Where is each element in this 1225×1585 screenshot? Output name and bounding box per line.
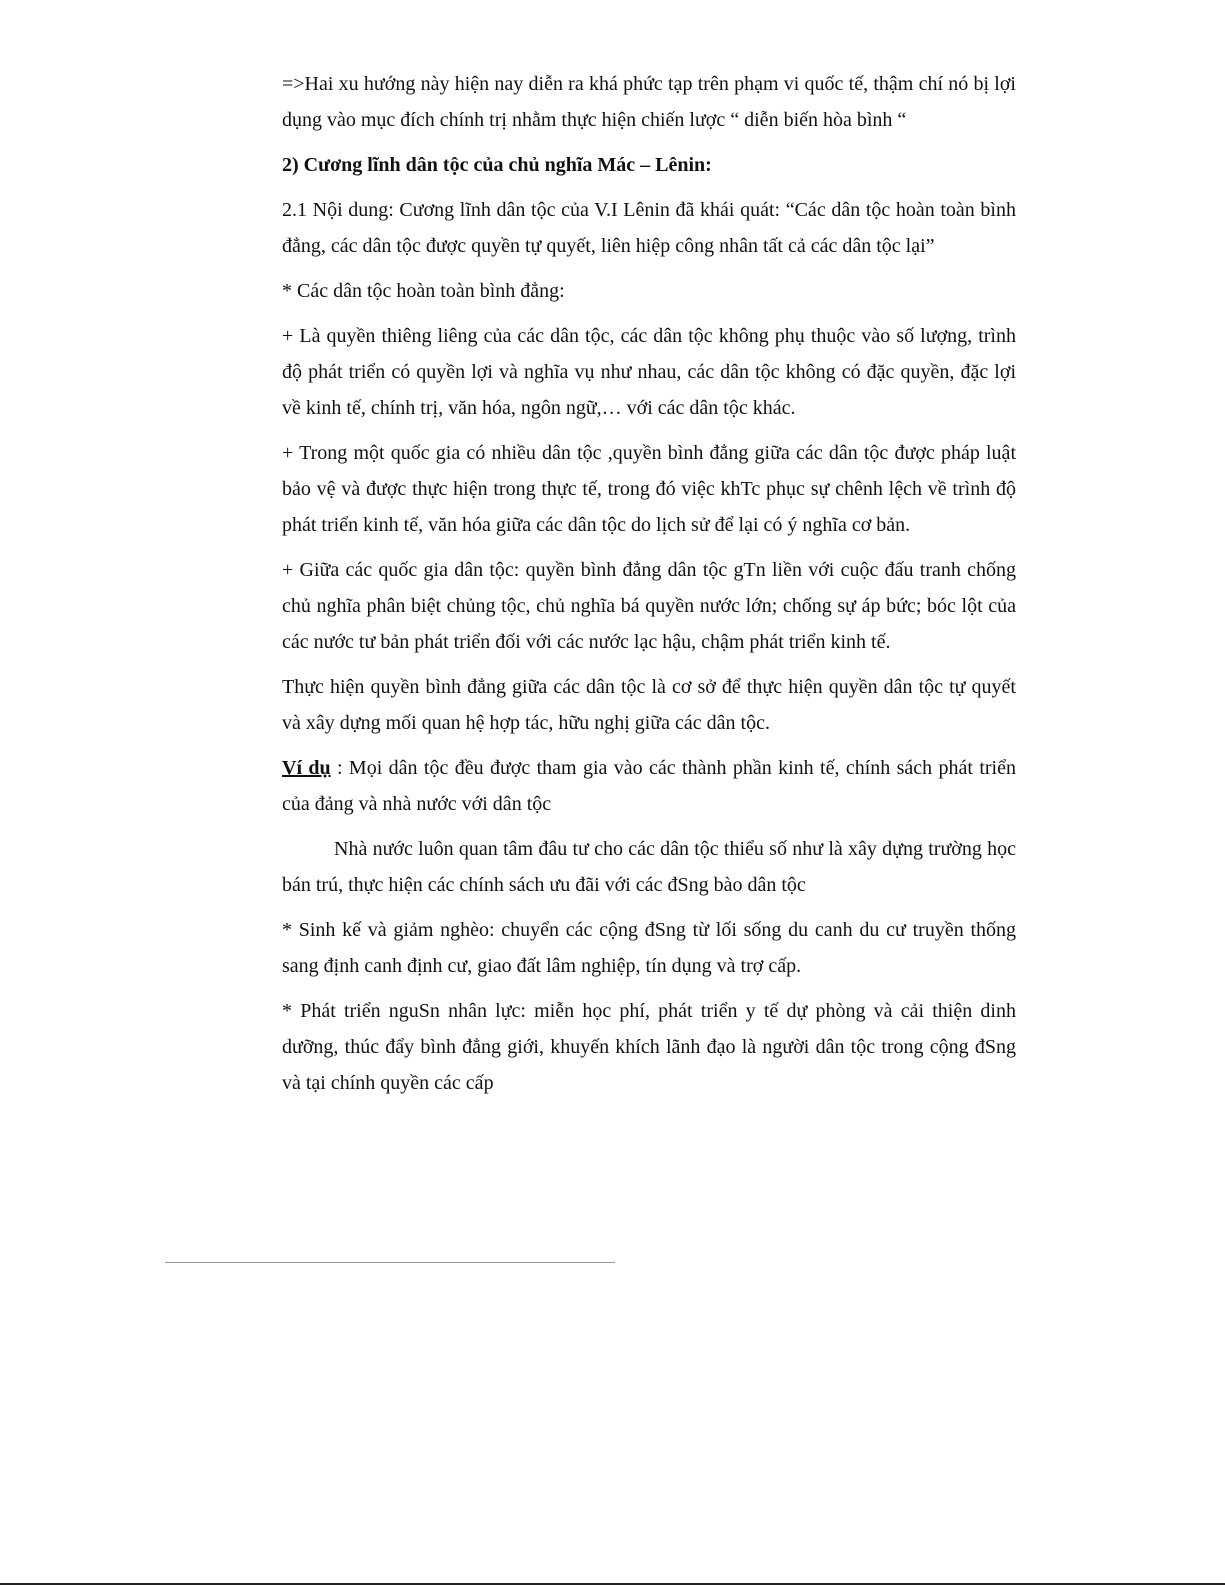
- paragraph-livelihood: * Sinh kế và giảm nghèo: chuyển các cộng đSng từ lối sống du canh du cư truyền thống sang định canh định cư, giao đất lâm nghiệp, tín dụng và trợ cấp.: [282, 919, 1016, 977]
- example-label: Ví dụ: [282, 757, 331, 779]
- document-page: [282, 66, 1016, 1110]
- paragraph-example: [282, 750, 1016, 822]
- paragraph-sacred-right: + Là quyền thiêng liêng của các dân tộc, các dân tộc không phụ thuộc vào số lượng, trình độ phát triển có quyền lợi và nghĩa vụ như nhau, các dân tộc không có đặc quyền, đặc lợi về kinh tế, chính trị, văn hóa, ngôn ngữ,… với các dân tộc khác.: [282, 325, 1016, 419]
- paragraph-human-resources: * Phát triển nguSn nhân lực: miễn học phí, phát triển y tế dự phòng và cải thiện dinh dưỡng, thúc đẩy bình đẳng giới, khuyến khích lãnh đạo là người dân tộc trong cộng đSng và tại chính quyền các cấp: [282, 1000, 1016, 1094]
- section-heading: 2) Cương lĩnh dân tộc của chủ nghĩa Mác – Lênin:: [282, 154, 712, 176]
- paragraph-program-content: 2.1 Nội dung: Cương lĩnh dân tộc của V.I Lênin đã khái quát: “Các dân tộc hoàn toàn bình đẳng, các dân tộc được quyền tự quyết, liên hiệp công nhân tất cả các dân tộc lại”: [282, 199, 1016, 257]
- paragraph-equality-bullet: * Các dân tộc hoàn toàn bình đẳng:: [282, 280, 565, 302]
- paragraph-basis-of-self-determination: Thực hiện quyền bình đẳng giữa các dân tộc là cơ sở để thực hiện quyền dân tộc tự quyết và xây dựng mối quan hệ hợp tác, hữu nghị giữa các dân tộc.: [282, 676, 1016, 734]
- paragraph-state-investment: Nhà nước luôn quan tâm đâu tư cho các dân tộc thiểu số như là xây dựng trường học bán trú, thực hiện các chính sách ưu đãi với các đSng bào dân tộc: [282, 838, 1016, 896]
- paragraph-between-nations: + Giữa các quốc gia dân tộc: quyền bình đẳng dân tộc gTn liền với cuộc đấu tranh chống chủ nghĩa phân biệt chủng tộc, chủ nghĩa bá quyền nước lớn; chống sự áp bức; bóc lột của các nước tư bản phát triển đối với các nước lạc hậu, chậm phát triển kinh tế.: [282, 559, 1016, 653]
- footnote-divider: [165, 1262, 615, 1263]
- paragraph-within-nation: + Trong một quốc gia có nhiều dân tộc ,quyền bình đẳng giữa các dân tộc được pháp luật bảo vệ và được thực hiện trong thực tế, trong đó việc khTc phục sự chênh lệch về trình độ phát triển kinh tế, văn hóa giữa các dân tộc do lịch sử để lại có ý nghĩa cơ bản.: [282, 442, 1016, 536]
- paragraph-trend-summary: =>Hai xu hướng này hiện nay diễn ra khá phức tạp trên phạm vi quốc tế, thậm chí nó bị lợi dụng vào mục đích chính trị nhằm thực hiện chiến lược “ diễn biến hòa bình “: [282, 73, 1016, 131]
- example-text: : Mọi dân tộc đều được tham gia vào các thành phần kinh tế, chính sách phát triển của đảng và nhà nước với dân tộc: [282, 757, 1016, 815]
